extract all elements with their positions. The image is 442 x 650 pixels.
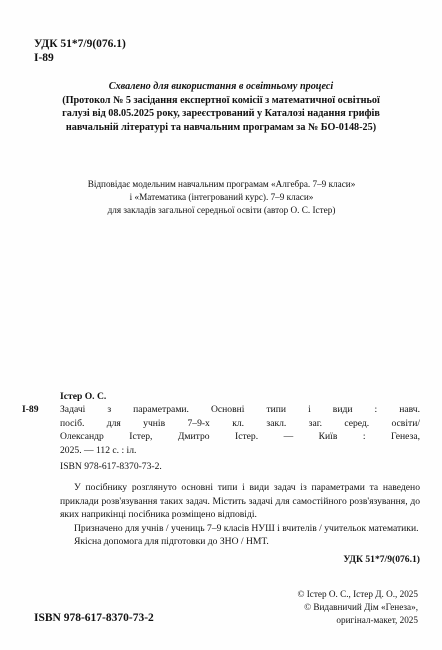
- copyright-line: © Істер О. С., Істер Д. О., 2025: [297, 589, 418, 599]
- approval-block: [20, 80, 422, 134]
- card-author: Істер О. С.: [60, 391, 107, 402]
- approval-line: (Протокол № 5 засідання експертної комісії з математичної освітньої: [62, 94, 380, 106]
- annotation-paragraph: Призначено для учнів / учениць 7–9 класів НУШ і вчителів / учительок математики.: [74, 522, 419, 534]
- card-udk: УДК 51*7/9(076.1): [343, 554, 420, 565]
- catalog-card: [22, 390, 420, 548]
- card-description-line: Олександр Істер, Дмитро Істер. — Київ : Генеза,: [60, 431, 420, 443]
- card-isbn: ISBN 978-617-8370-73-2.: [60, 461, 162, 473]
- footer-isbn: ISBN 978-617-8370-73-2: [34, 612, 154, 624]
- copyright-line: оригінал-макет, 2025: [336, 615, 418, 625]
- approval-line: галузі від 08.05.2025 року, зареєстрований у Каталозі надання грифів: [62, 108, 380, 120]
- program-line: і «Математика (інтегрований курс). 7–9 класи»: [129, 192, 314, 202]
- card-annotation: [60, 481, 420, 548]
- udk-code: УДК 51*7/9(076.1): [34, 38, 126, 50]
- card-description-line: Задачі з параметрами. Основні типи і види : навч.: [60, 404, 420, 416]
- copyright-line: © Видавничий Дім «Генеза»,: [304, 602, 418, 612]
- program-line: Відповідає модельним навчальним програмам «Алгебра. 7–9 класи»: [87, 179, 356, 189]
- card-description-line: посіб. для учнів 7–9-х кл. закл. заг. серед. освіти/: [60, 417, 420, 429]
- program-line: для закладів загальної середньої освіти (автор О. С. Істер): [107, 205, 336, 215]
- approval-line: навчальній літературі та навчальним програмам за № БО-0148-25): [65, 121, 377, 133]
- card-index: І-89: [22, 404, 39, 416]
- approval-title: Схвалено для використання в освітньому процесі: [108, 81, 334, 92]
- card-description-line: 2025. — 112 с. : іл.: [60, 444, 137, 456]
- udk-header: [34, 37, 126, 65]
- annotation-paragraph: У посібнику розглянуто основні типи і види задач із параметрами та наведено приклади розв'язування таких задач. Містить задачі для самостійного розв'язування, до яких наприкінці посібника розміщено відповіді.: [60, 482, 420, 521]
- library-index: І-89: [34, 52, 54, 64]
- annotation-paragraph: Якісна допомога для підготовки до ЗНО / НМТ.: [74, 536, 269, 548]
- program-statement: [24, 178, 419, 217]
- copyright-block: [297, 588, 418, 627]
